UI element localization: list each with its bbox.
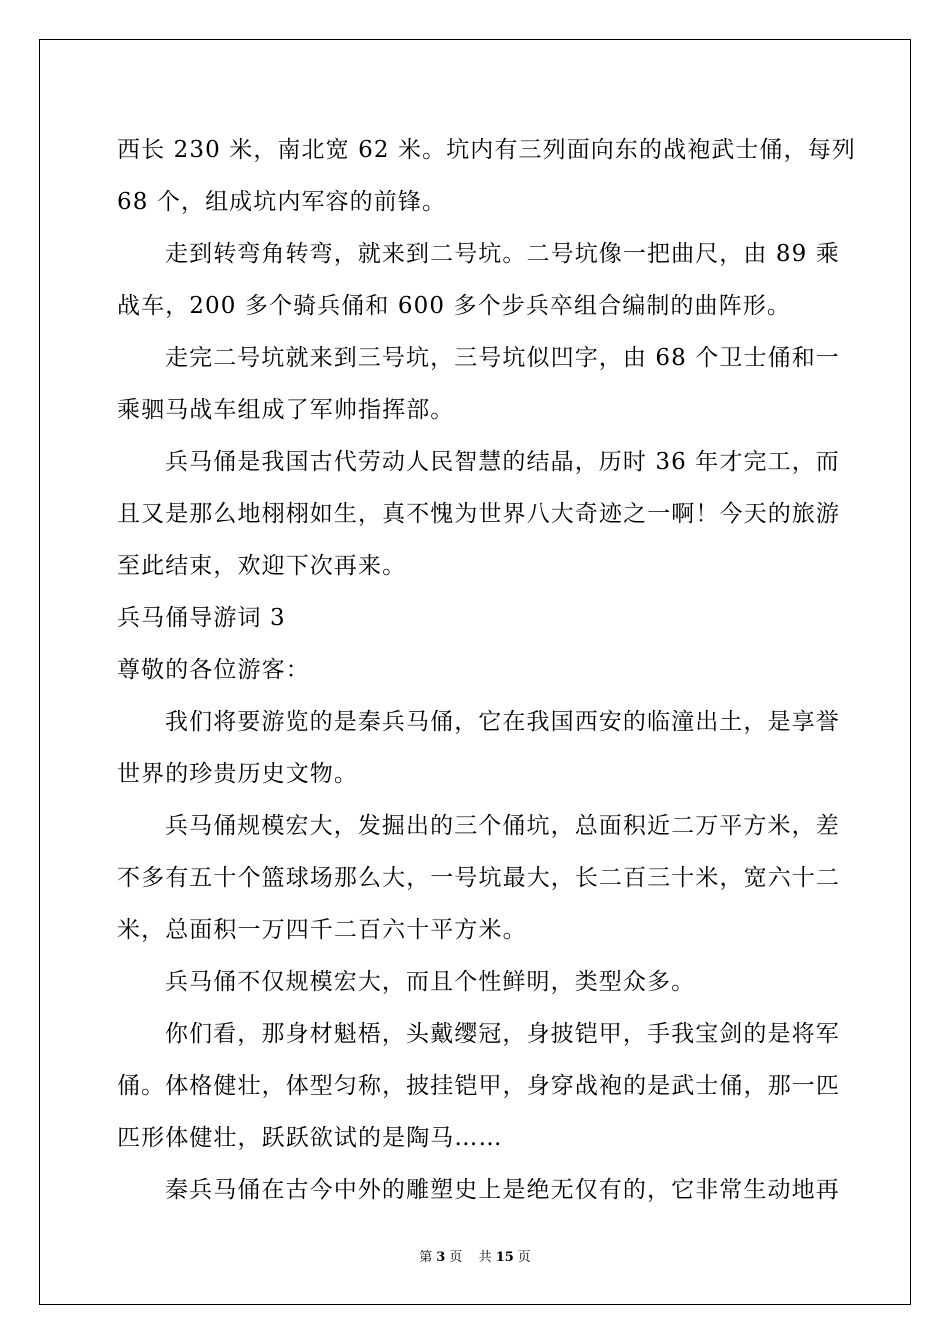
text-line: 俑。体格健壮，体型匀称，披挂铠甲，身穿战袍的是武士俑，那一匹 xyxy=(117,1073,840,1099)
footer-total-pages: 15 xyxy=(495,1250,514,1265)
text-line: 米，总面积一万四千二百六十平方米。 xyxy=(117,917,527,943)
text-line: 走到转弯角转弯，就来到二号坑。二号坑像一把曲尺，由 89 乘 xyxy=(165,241,840,267)
text-line: 走完二号坑就来到三号坑，三号坑似凹字，由 68 个卫士俑和一 xyxy=(165,345,840,371)
text-line: 乘驷马战车组成了军帅指挥部。 xyxy=(117,397,455,423)
page-footer xyxy=(0,1246,950,1265)
text-line: 你们看，那身材魁梧，头戴缨冠，身披铠甲，手我宝剑的是将军 xyxy=(165,1021,840,1047)
text-line: 秦兵马俑在古今中外的雕塑史上是绝无仅有的，它非常生动地再 xyxy=(165,1177,840,1203)
text-line: 战车，200 多个骑兵俑和 600 多个步兵卒组合编制的曲阵形。 xyxy=(117,293,791,319)
footer-page-number: 3 xyxy=(436,1250,446,1265)
text-line: 兵马俑是我国古代劳动人民智慧的结晶，历时 36 年才完工，而 xyxy=(165,449,840,475)
footer-total-suffix: 页 xyxy=(517,1250,531,1265)
document-body xyxy=(117,124,856,1216)
footer-total-prefix: 共 xyxy=(478,1250,492,1265)
text-line: 尊敬的各位游客： xyxy=(117,657,310,683)
text-line: 不多有五十个篮球场那么大，一号坑最大，长二百三十米，宽六十二 xyxy=(117,865,840,891)
footer-page-suffix: 页 xyxy=(449,1250,463,1265)
text-line: 且又是那么地栩栩如生，真不愧为世界八大奇迹之一啊！今天的旅游 xyxy=(117,501,840,527)
text-line: 68 个，组成坑内军容的前锋。 xyxy=(117,189,447,215)
text-line: 我们将要游览的是秦兵马俑，它在我国西安的临潼出土，是享誉 xyxy=(165,709,840,735)
text-line: 至此结束，欢迎下次再来。 xyxy=(117,553,407,579)
text-line: 兵马俑导游词 3 xyxy=(117,605,286,631)
footer-page-prefix: 第 xyxy=(419,1250,433,1265)
text-line: 世界的珍贵历史文物。 xyxy=(117,761,358,787)
text-line: 匹形体健壮，跃跃欲试的是陶马…… xyxy=(117,1125,503,1151)
text-line: 兵马俑不仅规模宏大，而且个性鲜明，类型众多。 xyxy=(165,969,696,995)
text-line: 兵马俑规模宏大，发掘出的三个俑坑，总面积近二万平方米，差 xyxy=(165,813,840,839)
text-line: 西长 230 米，南北宽 62 米。坑内有三列面向东的战袍武士俑，每列 xyxy=(117,137,856,163)
